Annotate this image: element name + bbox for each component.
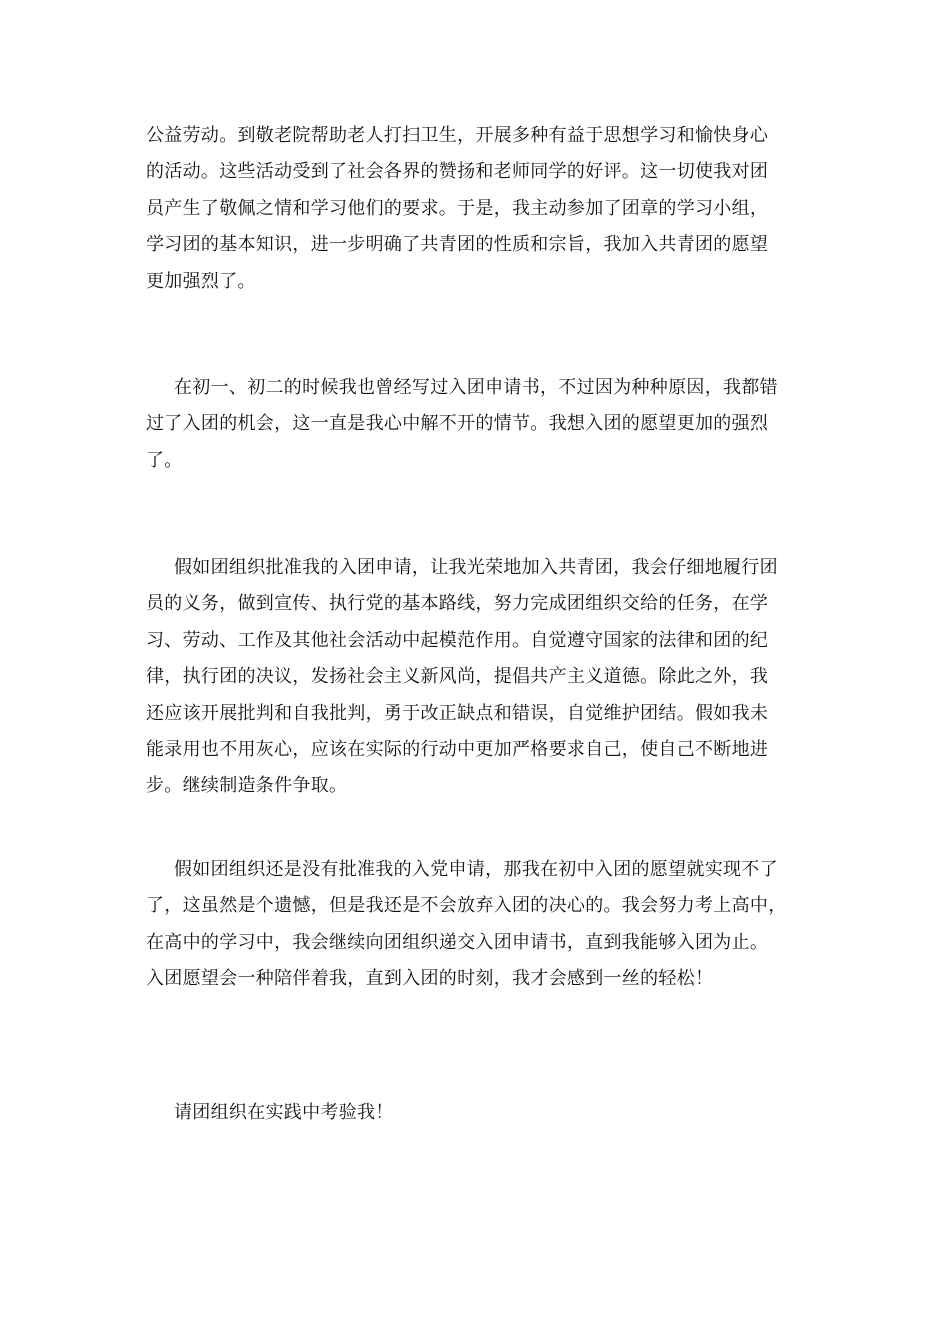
paragraph-line: 还应该开展批判和自我批判，勇于改正缺点和错误，自觉维护团结。假如我未	[146, 702, 769, 724]
paragraph-1	[146, 118, 808, 300]
paragraph-line: 假如团组织还是没有批准我的入党申请，那我在初中入团的愿望就实现不了	[174, 859, 778, 880]
paragraph-line: 的活动。这些活动受到了社会各界的赞扬和老师同学的好评。这一切使我对团	[146, 161, 769, 183]
paragraph-4	[146, 852, 808, 998]
paragraph-5	[146, 1095, 808, 1131]
paragraph-line: 习、劳动、工作及其他社会活动中起模范作用。自觉遵守国家的法律和团的纪	[146, 629, 769, 651]
paragraph-line: 员产生了敬佩之情和学习他们的要求。于是，我主动参加了团章的学习小组，	[146, 197, 769, 219]
paragraph-3	[146, 550, 808, 805]
paragraph-line: 入团愿望会一种陪伴着我，直到入团的时刻，我才会感到一丝的轻松！	[146, 968, 714, 990]
paragraph-line: 步。继续制造条件争取。	[146, 775, 348, 797]
paragraph-line: 了。	[146, 449, 183, 471]
paragraph-line: 学习团的基本知识，进一步明确了共青团的性质和宗旨，我加入共青团的愿望	[146, 234, 769, 256]
paragraph-line: 假如团组织批准我的入团申请，让我光荣地加入共青团，我会仔细地履行团	[174, 557, 778, 578]
paragraph-line: 更加强烈了。	[146, 270, 256, 292]
paragraph-2	[146, 370, 808, 479]
paragraph-line: 请团组织在实践中考验我！	[174, 1102, 394, 1123]
paragraph-line: 了，这虽然是个遗憾，但是我还是不会放弃入团的决心的。我会努力考上高中，	[146, 895, 787, 917]
paragraph-line: 员的义务，做到宣传、执行党的基本路线，努力完成团组织交给的任务，在学	[146, 593, 769, 615]
paragraph-line: 公益劳动。到敬老院帮助老人打扫卫生，开展多种有益于思想学习和愉快身心	[146, 125, 769, 146]
paragraph-line: 过了入团的机会，这一直是我心中解不开的情节。我想入团的愿望更加的强烈	[146, 413, 769, 435]
paragraph-line: 在高中的学习中，我会继续向团组织递交入团申请书，直到我能够入团为止。	[146, 931, 769, 953]
paragraph-line: 律，执行团的决议，发扬社会主义新风尚，提倡共产主义道德。除此之外，我	[146, 666, 769, 688]
paragraph-line: 在初一、初二的时候我也曾经写过入团申请书，不过因为种种原因，我都错	[174, 377, 778, 398]
paragraph-line: 能录用也不用灰心，应该在实际的行动中更加严格要求自己，使自己不断地进	[146, 739, 769, 761]
